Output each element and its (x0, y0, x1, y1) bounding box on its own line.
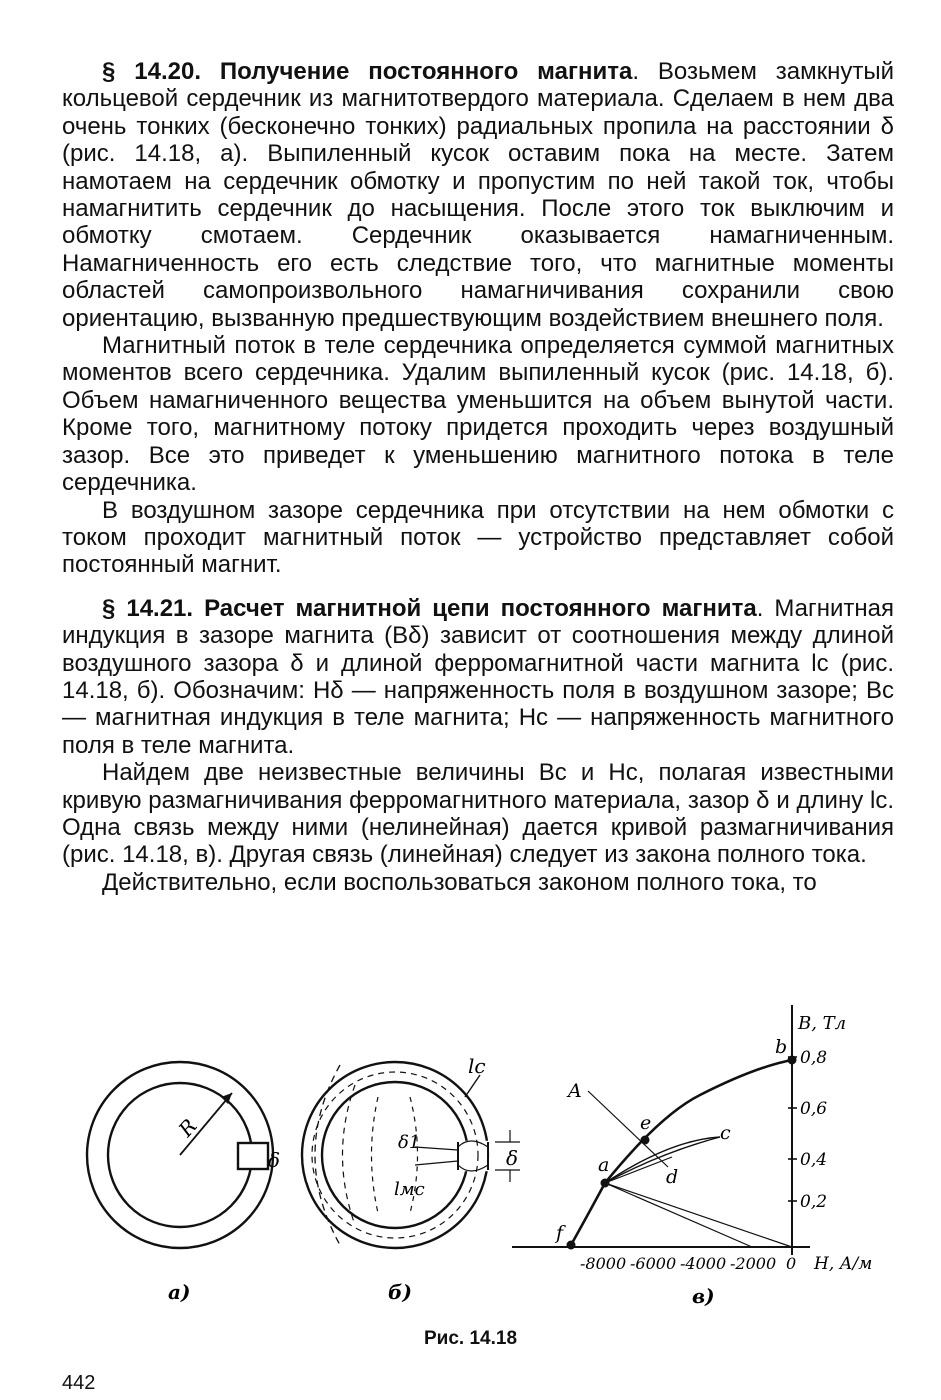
sublabel-c: в) (692, 1284, 715, 1308)
figure-14-18 (40, 1005, 920, 1325)
point-d: d (666, 1166, 679, 1188)
sublabel-b: б) (388, 1280, 412, 1304)
y-tick-3: 0,8 (800, 1048, 828, 1068)
label-delta1: δ1 (398, 1132, 421, 1153)
label-lmc: lмс (394, 1179, 425, 1200)
x-axis-label: H, А/м (814, 1254, 873, 1274)
point-a: a (598, 1154, 610, 1176)
x-tick-0: -8000 (580, 1254, 627, 1273)
sec-14-20-para-3: В воздушном зазоре сердечника при отсутствии на нем обмотки с током проходит магнитный поток — устройство представляет собой постоянный магнит. (62, 496, 894, 579)
point-f: f (556, 1222, 564, 1244)
figure-caption: Рис. 14.18 (423, 1328, 518, 1349)
sec-14-21-para-3: Действительно, если воспользоваться законом полного тока, то (102, 868, 817, 896)
point-A: A (568, 1080, 582, 1102)
x-tick-3: -2000 (730, 1254, 777, 1273)
page-number: 442 (62, 1372, 96, 1394)
sec-14-21-para-1: § 14.21. Расчет магнитной цепи постоянного магнита. Магнитная индукция в зазоре магнита (Bδ) зависит от соотношения между длиной воздушного зазора δ и длиной ферромагнитной части магнита lс (рис. 14.18, б). Обозначим: Hδ — напряженность поля в воздушном зазоре; Bс — магнитная индукция в теле магнита; Hс — напряженность магнитного поля в теле магнита. (62, 594, 895, 759)
x-tick-2: -4000 (680, 1254, 727, 1273)
sec-14-20-heading: § 14.20. Получение постоянного магнита (102, 58, 633, 85)
sec-14-20-para-1: § 14.20. Получение постоянного магнита. Возьмем замкнутый кольцевой сердечник из магнитотвердого материала. Сделаем в нем два очень тонких (бесконечно тонких) радиальных пропила на расстоянии δ (рис. 14.18, а). Выпиленный кусок оставим пока на месте. Затем намотаем на сердечник обмотку и пропустим по ней такой ток, чтобы намагнитить сердечник до насыщения. После этого ток выключим и обмотку смотаем. Сердечник оказывается намагниченным. Намагниченность его есть следствие того, что магнитные моменты областей самопроизвольного намагничивания сохранили свою ориентацию, вызванную предшествующим воздействием внешнего поля. (62, 58, 895, 332)
y-tick-2: 0,6 (800, 1099, 828, 1119)
figure-a-ring (87, 1062, 273, 1248)
figure-b-ring (302, 1062, 520, 1248)
label-gap-b: δ (506, 1146, 519, 1170)
label-gap-a: δ (268, 1148, 281, 1172)
sublabel-a: а) (168, 1280, 191, 1304)
page-text (62, 58, 894, 896)
y-axis-label: B, Тл (798, 1013, 847, 1034)
y-tick-0: 0,2 (800, 1192, 828, 1212)
sec-14-21-heading: § 14.21. Расчет магнитной цепи постоянного магнита (102, 594, 757, 622)
x-tick-4: 0 (786, 1254, 797, 1273)
point-c: c (720, 1122, 731, 1144)
label-lc: lc (468, 1054, 486, 1078)
figure-c-plot (512, 1005, 810, 1255)
demagnetization-curve (571, 1060, 792, 1245)
x-tick-1: -6000 (630, 1254, 677, 1273)
sec-14-20-para-2: Магнитный поток в теле сердечника определяется суммой магнитных моментов всего сердечника. Удалим выпиленный кусок (рис. 14.18, б). Объем намагниченного вещества уменьшится на объем вынутой части. Кроме того, магнитному потоку придется проходить через воздушный зазор. Все это приведет к уменьшению магнитного потока в теле сердечника. (62, 332, 894, 497)
sec-14-21-para-2: Найдем две неизвестные величины Bс и Hс, полагая известными кривую размагничивания ферромагнитного материала, зазор δ и длину lс. Одна связь между ними (нелинейная) дается кривой размагничивания (рис. 14.18, в). Другая связь (линейная) следует из закона полного тока. (62, 759, 894, 869)
point-e: e (640, 1112, 652, 1134)
point-b: b (775, 1036, 788, 1058)
y-tick-1: 0,4 (800, 1150, 828, 1170)
label-R: R (173, 1114, 202, 1142)
